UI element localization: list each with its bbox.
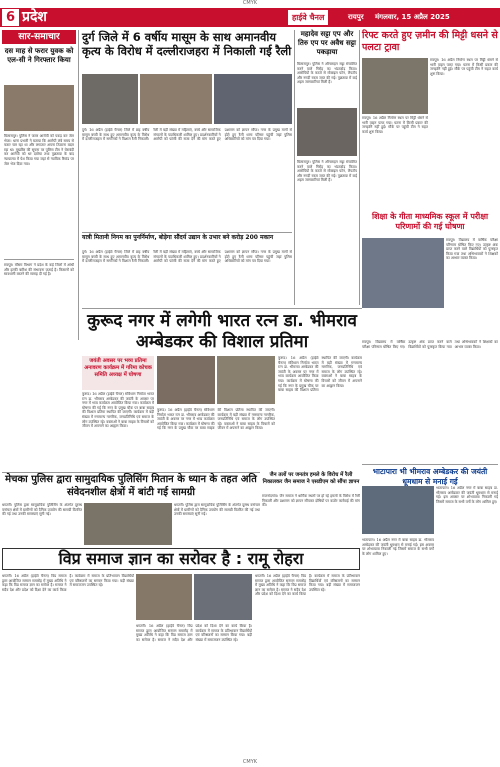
- ambedkar-body-2: कुरूद। 16 अप्रैल (हाईवे चैनल) संविधान निर्माता भारत रत्न डा. भीमराव अम्बेडकर की जयंती के अवसर पर नगर में भव्य कार्यक्रम आयोजित किया गया। कार्यक्रम में घोषणा की गई कि नगर के प्रमुख चौक पर बाबा साहब की विशाल प्रतिमा स्थापित की जाएगी। कार्यक्रम में बड़ी संख्या में गणमान्य नागरिक, जनप्रतिनिधि एवं समाज के लोग उपस्थित रहे। वक्ताओं ने बाबा साहब के विचारों को जीवन में अपनाने का आह्वान किया।: [157, 408, 275, 431]
- trawler-body-2: रायपुर। 16 अप्रैल निर्माण स्थल पर मिट्टी धंसने से भारी वाहन पलट गया। घटना में किसी प्रकार की जनहानि नहीं हुई। मौके पर पहुंची टीम ने राहत कार्य शुरू किया।: [362, 116, 428, 134]
- top-story-subhead: यात्री मितानी निगम का पुनर्निर्माण, बोड़ेगा सौंदर्य उद्यान के उभार बने करोड़ 200 मकान: [82, 232, 292, 242]
- bottom-story-body-2: धमतरी। 16 अप्रैल (हाईवे चैनल) विप्र समाज द्वारा आयोजित सम्मान समारोह में मुख्य अतिथि ने कहा कि विप्र समाज ज्ञान का सरोवर है। समाज ने सदैव देश और प्रदेश को दिशा देने का कार्य किया है। कार्यक्रम में समाज के प्रतिभावान विद्यार्थियों एवं वरिष्ठजनों का सम्मान किया गया। बड़ी संख्या में समाजजन उपस्थित रहे।: [136, 624, 252, 642]
- column-divider: [294, 30, 295, 305]
- bottom-story-photo-2: [194, 574, 252, 620]
- top-story-photo-1: [82, 74, 138, 124]
- exam-body-2: रायपुर। विद्यालय में वार्षिक परीक्षा परिणाम घोषित किए गए। उत्कृष्ट अंक प्राप्त करने वाले विद्यार्थियों को पुरस्कृत किया गया तथा अभिभावकों ने शिक्षकों का आभार व्यक्त किया।: [362, 340, 498, 349]
- ambedkar-body: कुरूद। 16 अप्रैल (हाईवे चैनल) संविधान निर्माता भारत रत्न डा. भीमराव अम्बेडकर की जयंती के अवसर पर नगर में भव्य कार्यक्रम आयोजित किया गया। कार्यक्रम में घोषणा की गई कि नगर के प्रमुख चौक पर बाबा साहब की विशाल प्रतिमा स्थापित की जाएगी। कार्यक्रम में बड़ी संख्या में गणमान्य नागरिक, जनप्रतिनिधि एवं समाज के लोग उपस्थित रहे। वक्ताओं ने बाबा साहब के विचारों को जीवन में अपनाने का आह्वान किया।: [82, 392, 154, 429]
- police-photo: [84, 503, 172, 545]
- bottom-story-body-3: धमतरी। 16 अप्रैल (हाईवे चैनल) विप्र समाज द्वारा आयोजित सम्मान समारोह में मुख्य अतिथि ने कहा कि विप्र समाज ज्ञान का सरोवर है। समाज ने सदैव देश और प्रदेश को दिशा देने का कार्य किया है। कार्यक्रम में समाज के प्रतिभावान विद्यार्थियों एवं वरिष्ठजनों का सम्मान किया गया। बड़ी संख्या में समाजजन उपस्थित रहे।: [255, 574, 360, 597]
- masthead-name: हाईवे चैनल: [292, 13, 325, 22]
- top-story-photo-3: [214, 74, 292, 124]
- police-body: धमतरी। पुलिस द्वारा सामुदायिक पुलिसिंग के अंतर्गत दूरस्थ वनांचल क्षेत्रों में ग्रामीणों को दैनिक उपयोग की सामग्री वितरित की गई तथा उनकी समस्याएं सुनी गईं।: [2, 503, 82, 517]
- bhatapara-photo: [362, 486, 434, 534]
- header-date: मंगलवार, 15 अप्रैल 2025: [375, 13, 450, 21]
- satta-body-2: बिलासपुर। पुलिस ने ऑनलाइन सट्टा संचालित करने वाले गिरोह का भंडाफोड़ किया। आरोपियों के कब्जे से मोबाइल फोन, लैपटॉप और नगदी रकम जब्त की गई। पूछताछ में कई अहम जानकारियां मिली हैं।: [297, 160, 357, 183]
- jain-body: राजनांदगांव। जैन समाज ने धार्मिक स्थलों पर हो रहे हमलों के विरोध में रैली निकाली और प्रशासन को ज्ञापन सौंपकर दोषियों पर कठोर कार्रवाई की मांग की।: [262, 494, 360, 508]
- header-city: रायपुर: [348, 13, 364, 21]
- sidebar-item-title: दस माह से फरार युवक को एल-सी ने गिरफ्तार किया: [4, 47, 74, 64]
- top-color-marker: CMYK: [242, 0, 258, 6]
- satta-photo: [297, 108, 357, 156]
- top-story-photo-2: [140, 74, 212, 124]
- sidebar-item-body: बिलासपुर। पुलिस ने फरार आरोपी को पकड़ कर जेल भेजा। थाना प्रभारी ने बताया कि आरोपी लंबे समय से फरार चल रहा था और लगातार अपना ठिकाना बदल रहा था। मुखबिर की सूचना पर पुलिस टीम ने घेराबंदी कर आरोपी को धर दबोचा तथा पूछताछ के बाद न्यायालय में पेश किया गया जहां से न्यायिक रिमांड पर जेल भेज दिया गया।: [4, 134, 74, 166]
- page-header: [0, 8, 500, 27]
- sidebar-photo: [4, 85, 74, 131]
- top-story-subbody: दुर्ग। 16 अप्रैल (हाईवे चैनल) जिले में छह वर्षीय मासूम बच्ची के साथ हुए अमानवीय कृत्य के विरोध में दल्लीराजहरा में नागरिकों ने विशाल रैली निकाली। रैली में बड़ी संख्या में महिलाएं, बच्चे और सामाजिक संगठनों के पदाधिकारी शामिल हुए। प्रदर्शनकारियों ने आरोपी को फांसी की सजा देने की मांग करते हुए प्रशासन को ज्ञापन सौंपा। नगर के प्रमुख मार्गों से होते हुए रैली थाना परिसर पहुंची जहां पुलिस अधिकारियों को मांग पत्र दिया गया।: [82, 250, 292, 264]
- exam-photo: [362, 238, 444, 308]
- exam-body: रायपुर। विद्यालय में वार्षिक परीक्षा परिणाम घोषित किए गए। उत्कृष्ट अंक प्राप्त करने वाले विद्यार्थियों को पुरस्कृत किया गया तथा अभिभावकों ने शिक्षकों का आभार व्यक्त किया।: [446, 238, 498, 261]
- masthead: [288, 10, 328, 25]
- top-story-headline: दुर्ग जिले में 6 वर्षीय मासूम के साथ अमानवीय कृत्य के विरोध में दल्लीराजहरा में निकाली गई रैली: [82, 30, 292, 58]
- trawler-headline: रिफ्ट करते हुए ज़मीन की मिट्टी धसने से पलटा ट्रावा: [362, 30, 498, 53]
- ambedkar-photo-1: [157, 356, 215, 404]
- sidebar: [2, 30, 76, 340]
- ambedkar-kicker: [82, 356, 154, 390]
- ambedkar-photo-2: [217, 356, 275, 404]
- divider: [2, 472, 260, 473]
- police-headline: मेचका पुलिस द्वारा सामुदायिक पुलिसिंग मितान के ध्यान के तहत अति संवेदनशील क्षेत्रों में बांटी गई सामग्री: [5, 474, 257, 498]
- satta-headline: महादेव सट्टा एप और तिरु एप पर अवैध सट्टा पकड़ाया: [298, 30, 356, 56]
- section-title: प्रदेश: [22, 9, 47, 25]
- ambedkar-body-3: कुरूद। 16 अप्रैल (हाईवे चैनल) संविधान निर्माता भारत रत्न डा. भीमराव अम्बेडकर की जयंती के अवसर पर नगर में भव्य कार्यक्रम आयोजित किया गया। कार्यक्रम में घोषणा की गई कि नगर के प्रमुख चौक पर बाबा साहब की विशाल प्रतिमा स्थापित की जाएगी। कार्यक्रम में बड़ी संख्या में गणमान्य नागरिक, जनप्रतिनिधि एवं समाज के लोग उपस्थित रहे। वक्ताओं ने बाबा साहब के विचारों को जीवन में अपनाने का आह्वान किया।: [278, 356, 362, 393]
- ambedkar-kicker-text: जयंती अवसर पर भव्य प्रतिमा अनावरण कार्यक्रम में गरिमा कोचक समिति अध्यक्ष में घोषणा: [84, 358, 152, 378]
- bottom-story-photo-1: [136, 574, 192, 620]
- trawler-photo: [362, 58, 428, 114]
- bhatapara-body: भाटापारा। 16 अप्रैल नगर में बाबा साहब डा. भीमराव अम्बेडकर की जयंती धूमधाम से मनाई गई। इस अवसर पर शोभायात्रा निकाली गई जिसमें समाज के सभी वर्गों के लोग शामिल हुए।: [436, 486, 498, 504]
- bottom-headline-box: [2, 548, 360, 570]
- jain-headline: जैन तलों पर जनतंत्र हमले के विरोध में रैली निकालकर जैन समाज ने एसडीएम को सौंपा ज्ञापन: [262, 472, 360, 485]
- top-story-body: दुर्ग। 16 अप्रैल (हाईवे चैनल) जिले में छह वर्षीय मासूम बच्ची के साथ हुए अमानवीय कृत्य के विरोध में दल्लीराजहरा में नागरिकों ने विशाल रैली निकाली। रैली में बड़ी संख्या में महिलाएं, बच्चे और सामाजिक संगठनों के पदाधिकारी शामिल हुए। प्रदर्शनकारियों ने आरोपी को फांसी की सजा देने की मांग करते हुए प्रशासन को ज्ञापन सौंपा। नगर के प्रमुख मार्गों से होते हुए रैली थाना परिसर पहुंची जहां पुलिस अधिकारियों को मांग पत्र दिया गया।: [82, 128, 292, 142]
- ambedkar-headline: कुरूद नगर में लगेगी भारत रत्न डा. भीमराव अम्बेडकर की विशाल प्रतिमा: [87, 311, 357, 352]
- column-divider: [359, 30, 360, 305]
- sidebar-item-body-2: रायपुर। मौसम विभाग ने प्रदेश के कई जिलों में आंधी और हल्की बारिश की संभावना जताई है। किसानों को सावधानी बरतने की सलाह दी गई है।: [4, 263, 74, 277]
- trawler-body: रायपुर। 16 अप्रैल निर्माण स्थल पर मिट्टी धंसने से भारी वाहन पलट गया। घटना में किसी प्रकार की जनहानि नहीं हुई। मौके पर पहुंची टीम ने राहत कार्य शुरू किया।: [430, 58, 498, 76]
- bottom-story-headline: विप्र समाज ज्ञान का सरोवर है : रामू रोहरा: [58, 549, 304, 568]
- bottom-story-body: धमतरी। 16 अप्रैल (हाईवे चैनल) विप्र समाज द्वारा आयोजित सम्मान समारोह में मुख्य अतिथि ने कहा कि विप्र समाज ज्ञान का सरोवर है। समाज ने सदैव देश और प्रदेश को दिशा देने का कार्य किया है। कार्यक्रम में समाज के प्रतिभावान विद्यार्थियों एवं वरिष्ठजनों का सम्मान किया गया। बड़ी संख्या में समाजजन उपस्थित रहे।: [2, 574, 134, 592]
- exam-headline: शिक्षा के गीता माध्यमिक स्कूल में परीक्षा परिणामों की गई घोषणा: [371, 212, 489, 231]
- bottom-color-marker: CMYK: [242, 759, 258, 765]
- page-number: 6: [2, 9, 19, 26]
- sidebar-heading: सार-समाचार: [2, 30, 76, 44]
- column-divider: [78, 30, 79, 340]
- bhatapara-body-2: भाटापारा। 16 अप्रैल नगर में बाबा साहब डा. भीमराव अम्बेडकर की जयंती धूमधाम से मनाई गई। इस अवसर पर शोभायात्रा निकाली गई जिसमें समाज के सभी वर्गों के लोग शामिल हुए।: [362, 538, 434, 556]
- satta-body: बिलासपुर। पुलिस ने ऑनलाइन सट्टा संचालित करने वाले गिरोह का भंडाफोड़ किया। आरोपियों के कब्जे से मोबाइल फोन, लैपटॉप और नगदी रकम जब्त की गई। पूछताछ में कई अहम जानकारियां मिली हैं।: [297, 62, 357, 85]
- divider: [4, 259, 74, 260]
- police-body-2: धमतरी। पुलिस द्वारा सामुदायिक पुलिसिंग के अंतर्गत दूरस्थ वनांचल क्षेत्रों में ग्रामीणों को दैनिक उपयोग की सामग्री वितरित की गई तथा उनकी समस्याएं सुनी गईं।: [174, 503, 260, 517]
- divider: [82, 308, 362, 309]
- bhatapara-headline: भाटापारा भी भीमराव अम्बेडकर की जयंती धूमधाम से मनाई गई: [362, 464, 498, 486]
